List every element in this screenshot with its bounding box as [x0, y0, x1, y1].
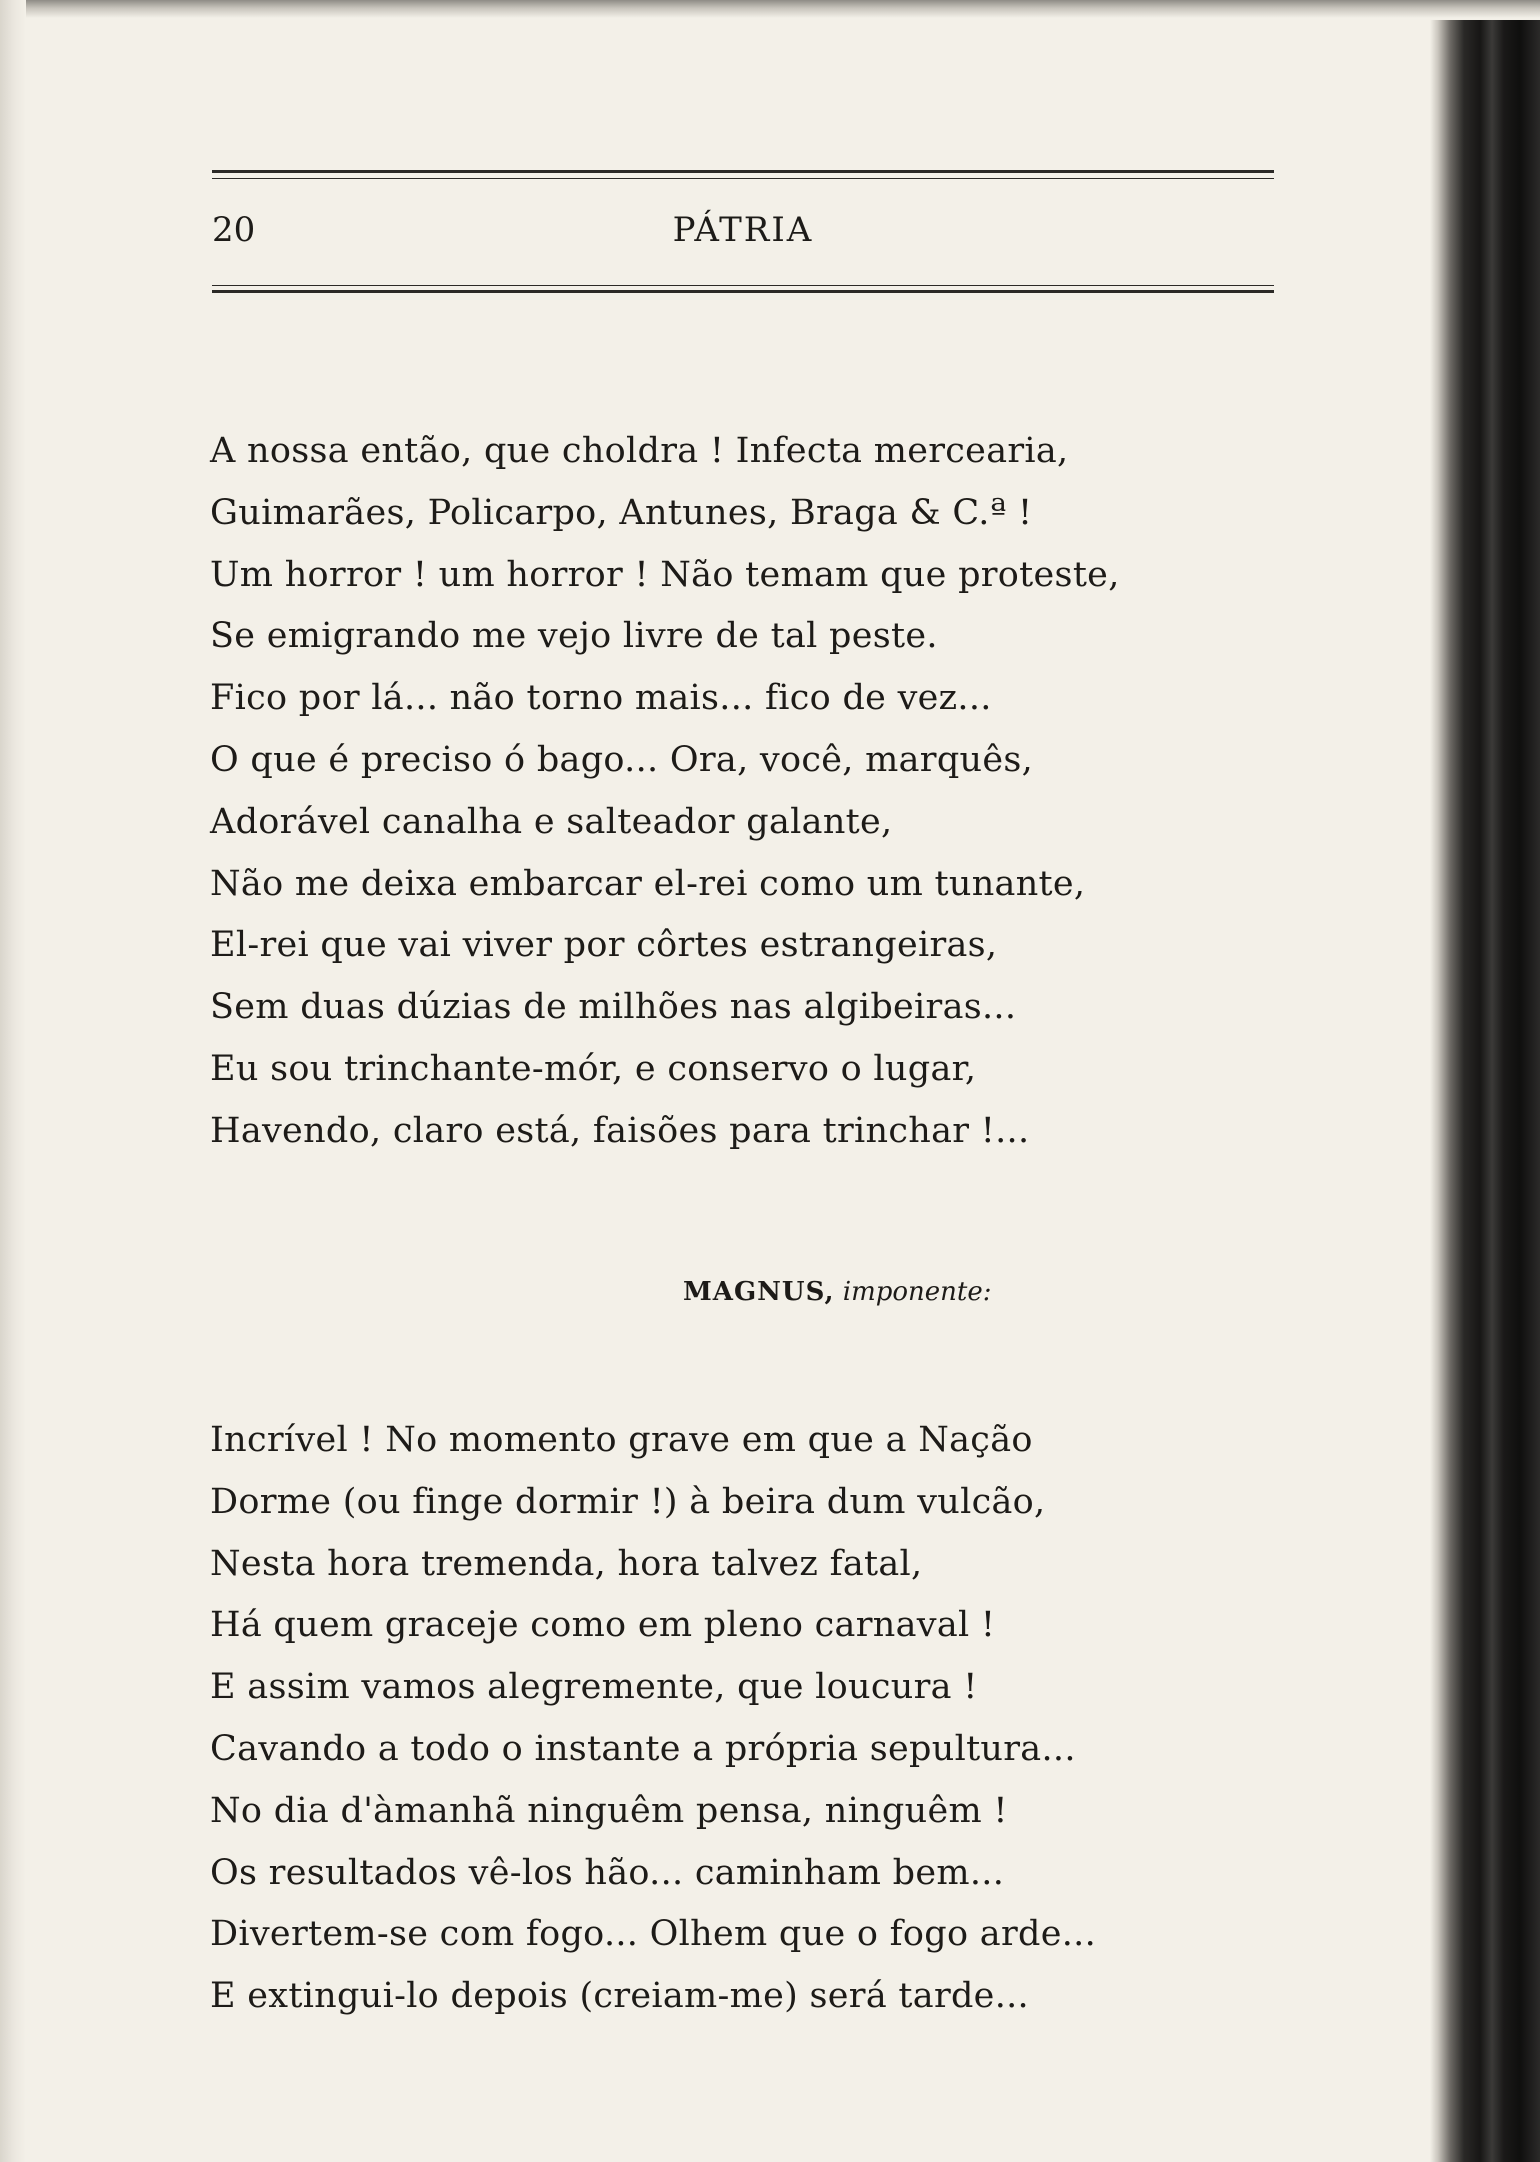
- verse-line: A nossa então, que choldra ! Infecta mercearia,: [210, 431, 1069, 471]
- page-number: 20: [212, 210, 256, 250]
- header-rule-bottom-thin: [212, 285, 1274, 286]
- page-left-edge: [0, 0, 26, 2162]
- verse-line: Não me deixa embarcar el-rei como um tunante,: [210, 863, 1086, 904]
- book-binding-shadow: [1430, 20, 1540, 2162]
- stage-direction: imponente:: [842, 1277, 992, 1307]
- page-header: [212, 204, 1274, 260]
- verse-line: Dorme (ou finge dormir !) à beira dum vulcão,: [210, 1481, 1046, 1522]
- speaker-name: MAGNUS,: [683, 1277, 835, 1307]
- verse-line: Eu sou trinchante-mór, e conservo o lugar,: [210, 1048, 977, 1089]
- running-title: PÁTRIA: [672, 210, 814, 250]
- stanza-2: [210, 1410, 1270, 2028]
- speaker-heading: [683, 1274, 992, 1310]
- verse-line: Cavando a todo o instante a própria sepultura...: [210, 1728, 1076, 1769]
- verse-line: Se emigrando me vejo livre de tal peste.: [210, 616, 938, 657]
- verse-line: Divertem-se com fogo... Olhem que o fogo arde...: [210, 1914, 1096, 1955]
- page-top-edge: [0, 0, 1540, 18]
- verse-line: E assim vamos alegremente, que loucura !: [210, 1667, 978, 1708]
- verse-line: E extingui-lo depois (creiam-me) será tarde...: [210, 1976, 1029, 2017]
- verse-line: Adorável canalha e salteador galante,: [210, 801, 893, 842]
- verse-line: Fico por lá... não torno mais... fico de vez...: [210, 678, 992, 719]
- header-rule-top-thin: [212, 178, 1274, 179]
- verse-line: Os resultados vê-los hão... caminham bem...: [210, 1852, 1005, 1893]
- verse-line: Sem duas dúzias de milhões nas algibeiras...: [210, 987, 1017, 1028]
- header-rule-top-thick: [212, 170, 1274, 173]
- verse-line: Nesta hora tremenda, hora talvez fatal,: [210, 1543, 923, 1584]
- verse-line: O que é preciso ó bago... Ora, você, marquês,: [210, 739, 1034, 780]
- verse-line: Há quem graceje como em pleno carnaval !: [210, 1605, 996, 1646]
- verse-line: No dia d'àmanhã ninguêm pensa, ninguêm !: [210, 1790, 1008, 1831]
- header-rule-bottom-thick: [212, 290, 1274, 293]
- verse-line: Guimarães, Policarpo, Antunes, Braga & C.ª !: [210, 492, 1033, 533]
- verse-line: Um horror ! um horror ! Não temam que proteste,: [210, 554, 1120, 595]
- stanza-1: [210, 421, 1270, 1163]
- verse-line: Havendo, claro está, faisões para trinchar !...: [210, 1110, 1030, 1151]
- verse-line: Incrível ! No momento grave em que a Nação: [210, 1420, 1033, 1460]
- verse-line: El-rei que vai viver por côrtes estrangeiras,: [210, 925, 998, 966]
